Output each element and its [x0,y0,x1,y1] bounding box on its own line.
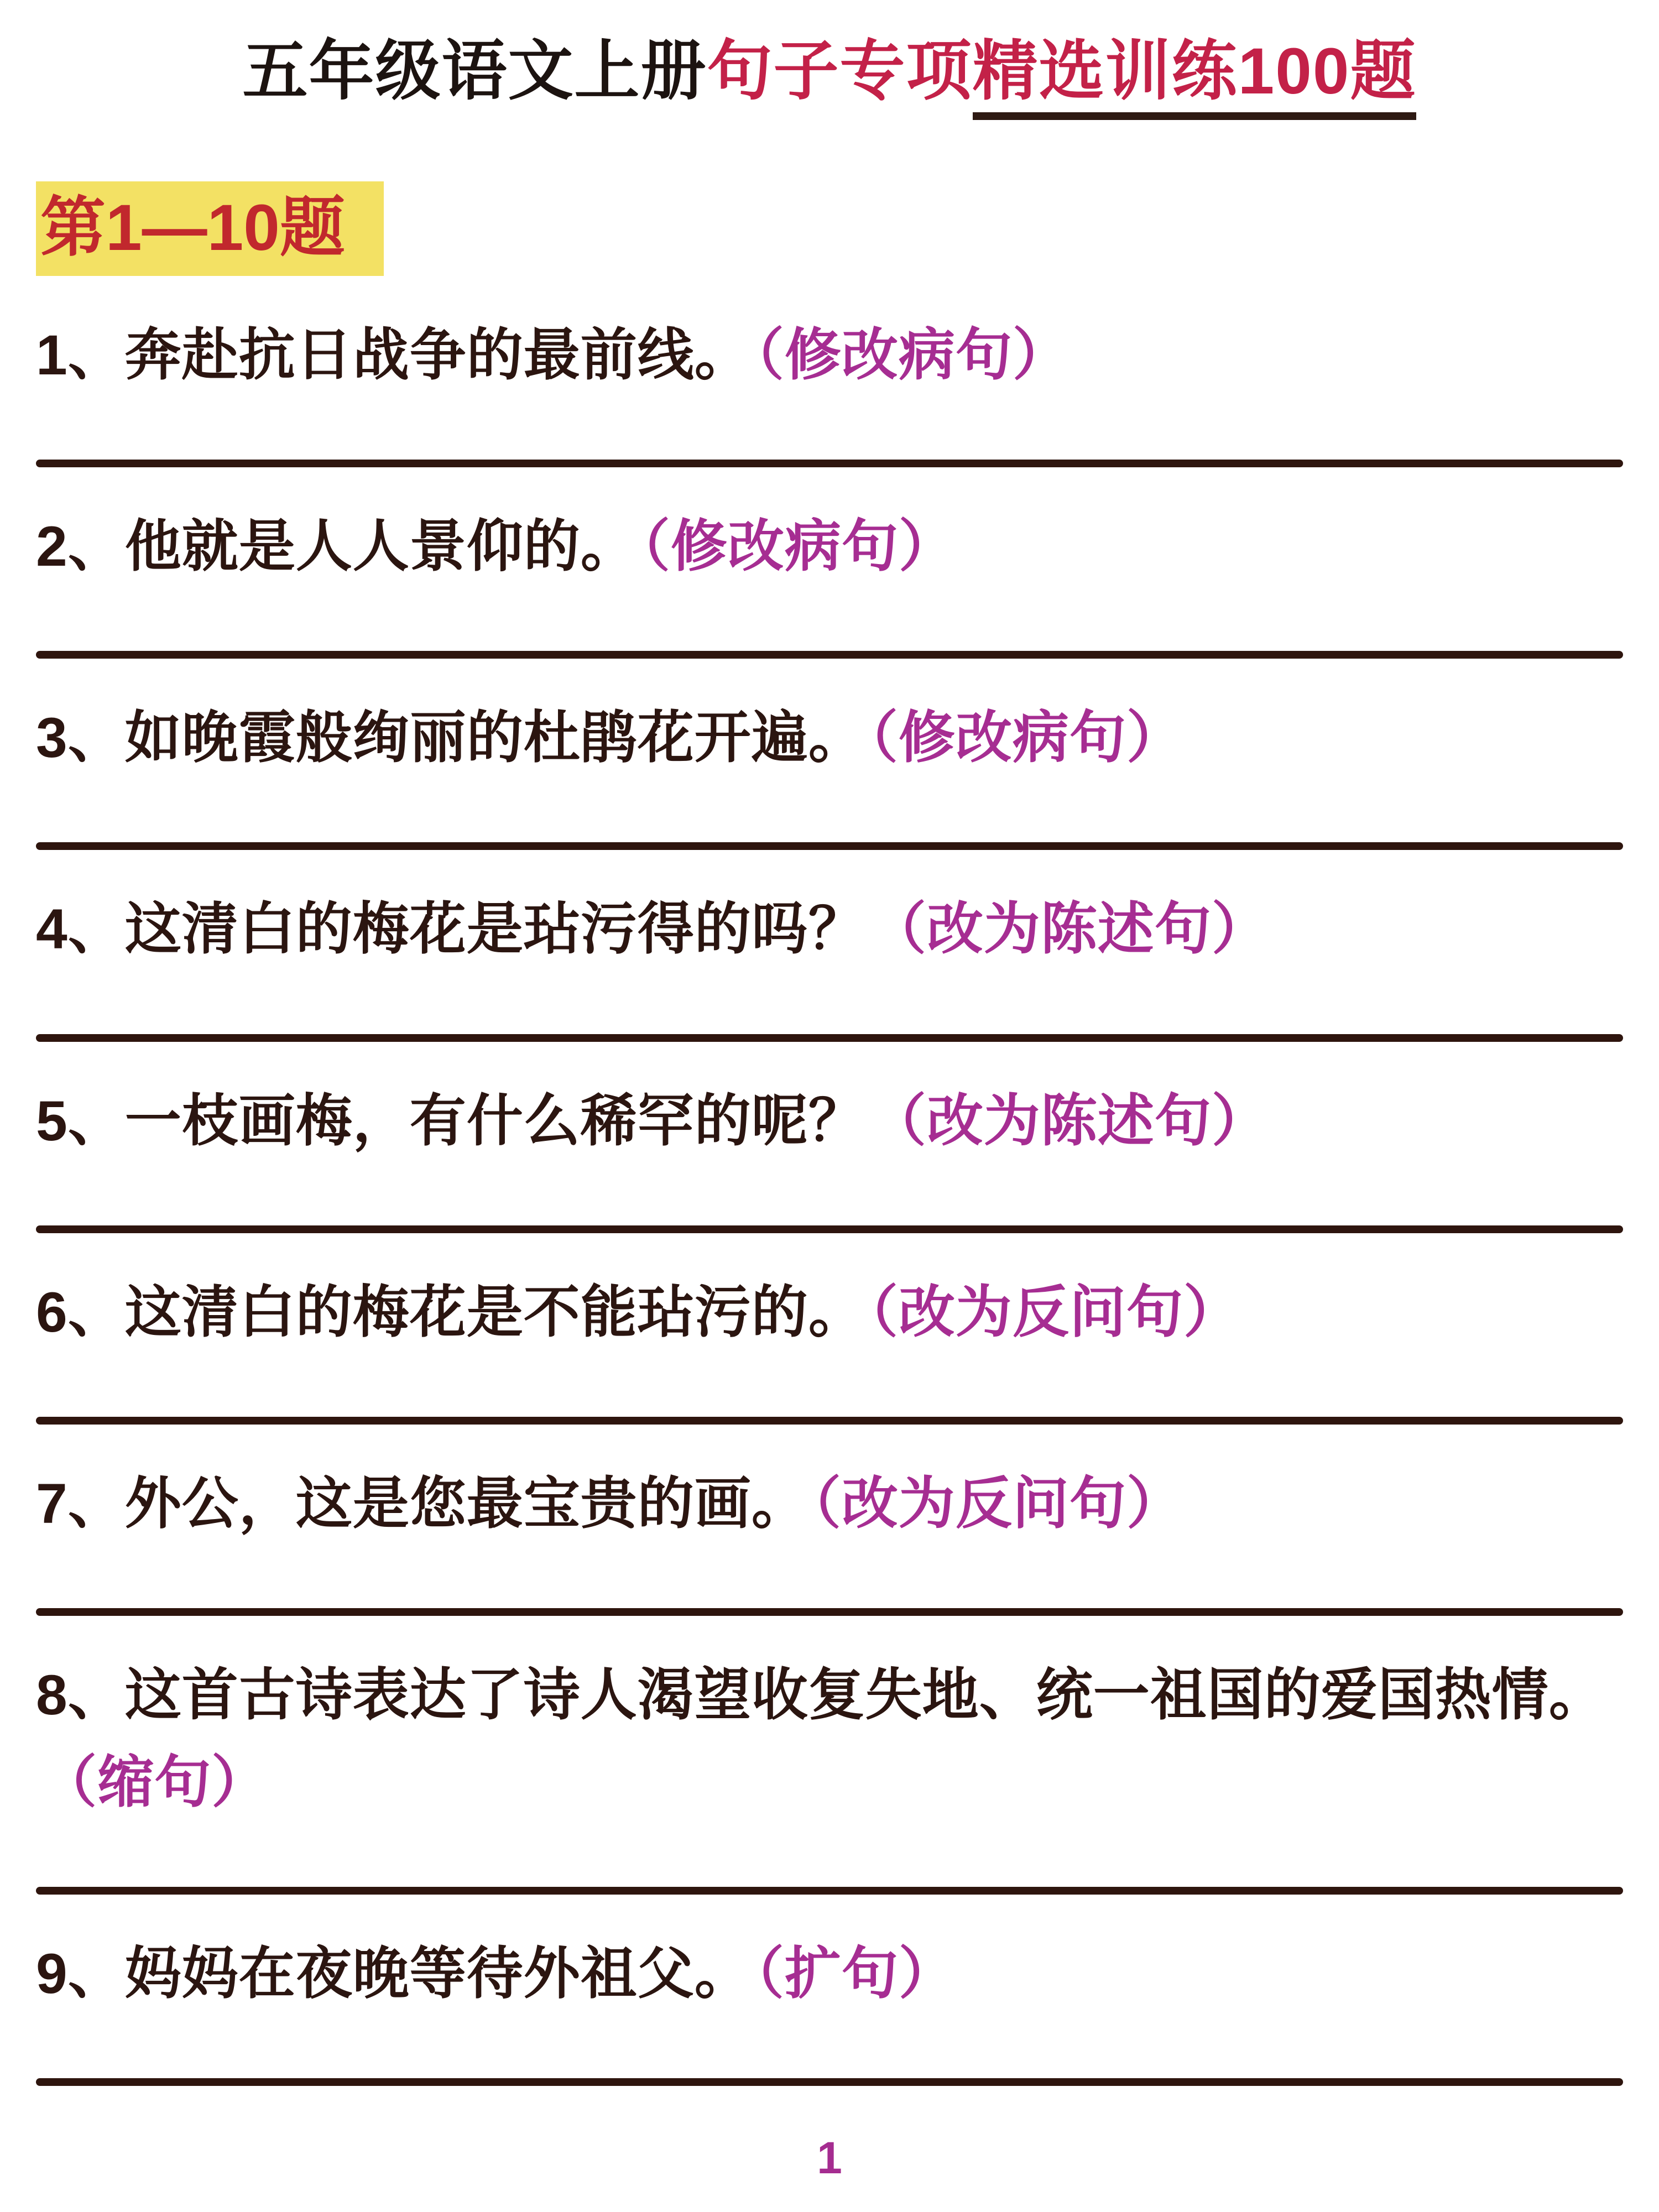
question-item-5 [36,1077,1623,1165]
question-sentence: 1、奔赴抗日战争的最前线。 [36,324,752,387]
question-instruction: （改为陈述句） [869,1089,1269,1152]
question-sentence: 3、如晚霞般绚丽的杜鹃花开遍。 [36,706,865,770]
question-sentence: 9、妈妈在夜晚等待外祖父。 [36,1942,752,2005]
question-sentence: 8、这首古诗表达了诗人渴望收复失地、统一祖国的爱国热情。 [36,1663,1606,1726]
question-sentence: 5、一枝画梅，有什么稀罕的呢？ [36,1089,865,1152]
page-number: 1 [817,2133,842,2184]
question-instruction: （扩句） [755,1942,956,2005]
question-item-6 [36,1269,1623,1356]
question-item-2 [36,503,1623,590]
question-item-3 [36,694,1623,781]
question-item-8 [36,1651,1623,1826]
question-sentence: 6、这清白的梅花是不能玷污的。 [36,1280,865,1344]
question-item-7 [36,1460,1623,1547]
divider-line [36,1034,1623,1042]
divider-line [36,2078,1623,2086]
question-instruction: （改为陈述句） [869,898,1269,961]
title-topic-part: 句子专项 [707,35,973,108]
section-badge-label: 第1—10题 [40,191,345,264]
divider-line [36,1608,1623,1616]
divider-line [36,651,1623,659]
question-instruction: （修改病句） [641,515,956,578]
question-sentence: 4、这清白的梅花是玷污得的吗？ [36,898,865,961]
title-underlined-part: 精选训练100题 [973,35,1417,120]
question-sentence: 2、他就是人人景仰的。 [36,515,638,578]
question-instruction: （缩句） [40,1750,269,1814]
divider-line [36,1225,1623,1233]
question-item-9 [36,1930,1623,2017]
question-item-4 [36,885,1623,973]
question-instruction: （修改病句） [755,324,1070,387]
question-item-1 [36,311,1623,399]
divider-line [36,1417,1623,1425]
divider-line [36,1887,1623,1895]
title-grade-part: 五年级语文上册 [242,35,707,108]
question-instruction: （改为反问句） [869,1280,1240,1344]
question-sentence: 7、外公，这是您最宝贵的画。 [36,1472,808,1535]
divider-line [36,842,1623,850]
question-instruction: （改为反问句） [812,1472,1183,1535]
page-title [36,29,1623,115]
section-badge [36,181,384,276]
divider-line [36,460,1623,467]
question-instruction: （修改病句） [869,706,1183,770]
